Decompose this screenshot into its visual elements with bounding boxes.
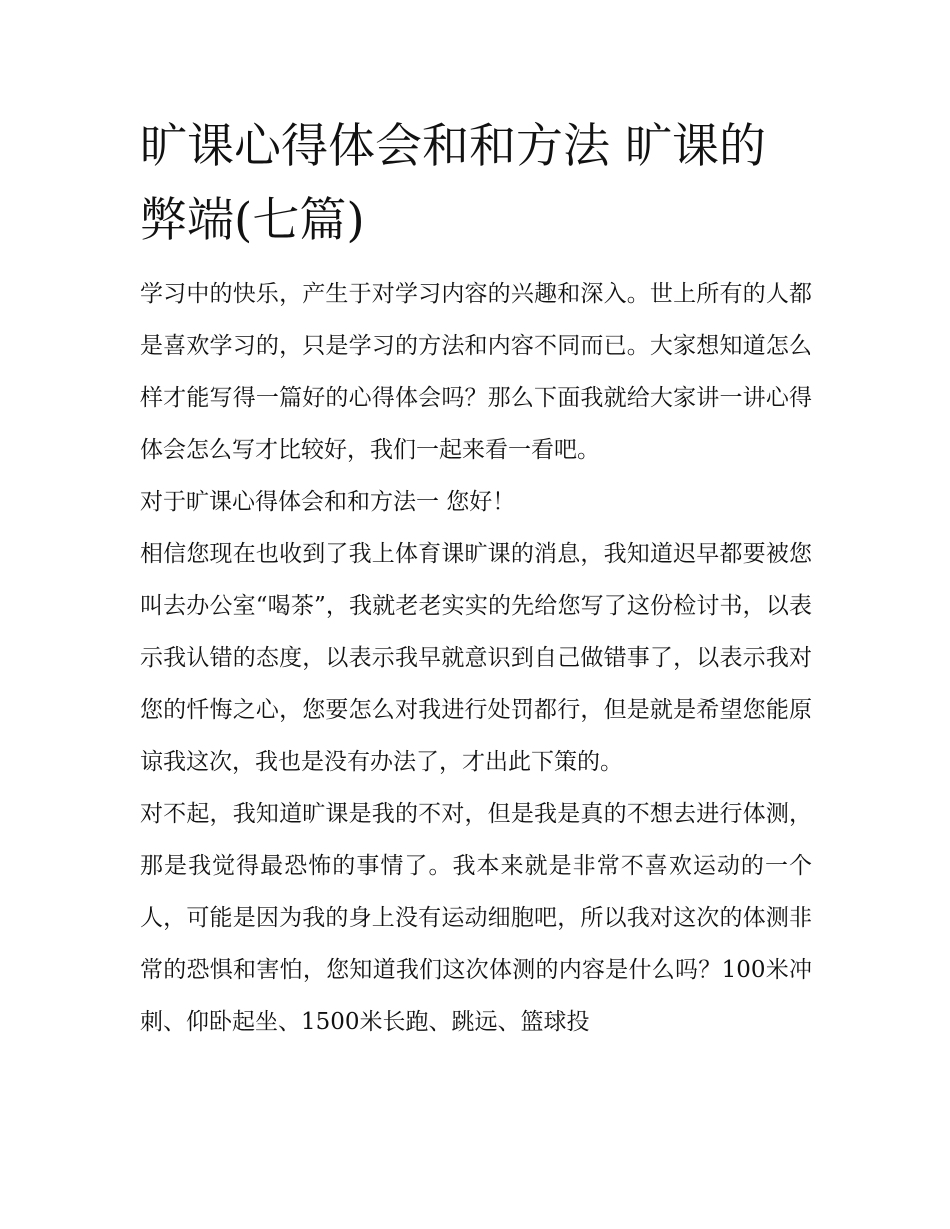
- paragraph-apology: 相信您现在也收到了我上体育课旷课的消息，我知道迟早都要被您叫去办公室“喝茶”，我就老老实实的先给您写了这份检讨书，以表示我认错的态度，以表示我早就意识到自己做错事了，以表示我对您的忏悔之心，您要怎么对我进行处罚都行，但是就是希望您能原谅我这次，我也是没有办法了，才出此下策的。: [140, 541, 812, 775]
- document-title: 旷课心得体会和和方法 旷课的弊端(七篇): [140, 119, 766, 248]
- document-page: [140, 110, 812, 1048]
- document-body: [140, 268, 812, 1048]
- paragraph-greeting: 对于旷课心得体会和和方法一 您好！: [140, 489, 516, 515]
- paragraph-intro: 学习中的快乐，产生于对学习内容的兴趣和深入。世上所有的人都是喜欢学习的，只是学习的方法和内容不同而已。大家想知道怎么样才能写得一篇好的心得体会吗？那么下面我就给大家讲一讲心得体会怎么写才比较好，我们一起来看一看吧。: [140, 281, 812, 463]
- paragraph-reason: 对不起，我知道旷课是我的不对，但是我是真的不想去进行体测，那是我觉得最恐怖的事情了。我本来就是非常不喜欢运动的一个人，可能是因为我的身上没有运动细胞吧，所以我对这次的体测非常的恐惧和害怕，您知道我们这次体测的内容是什么吗？100米冲刺、仰卧起坐、1500米长跑、跳远、篮球投: [140, 801, 812, 1035]
